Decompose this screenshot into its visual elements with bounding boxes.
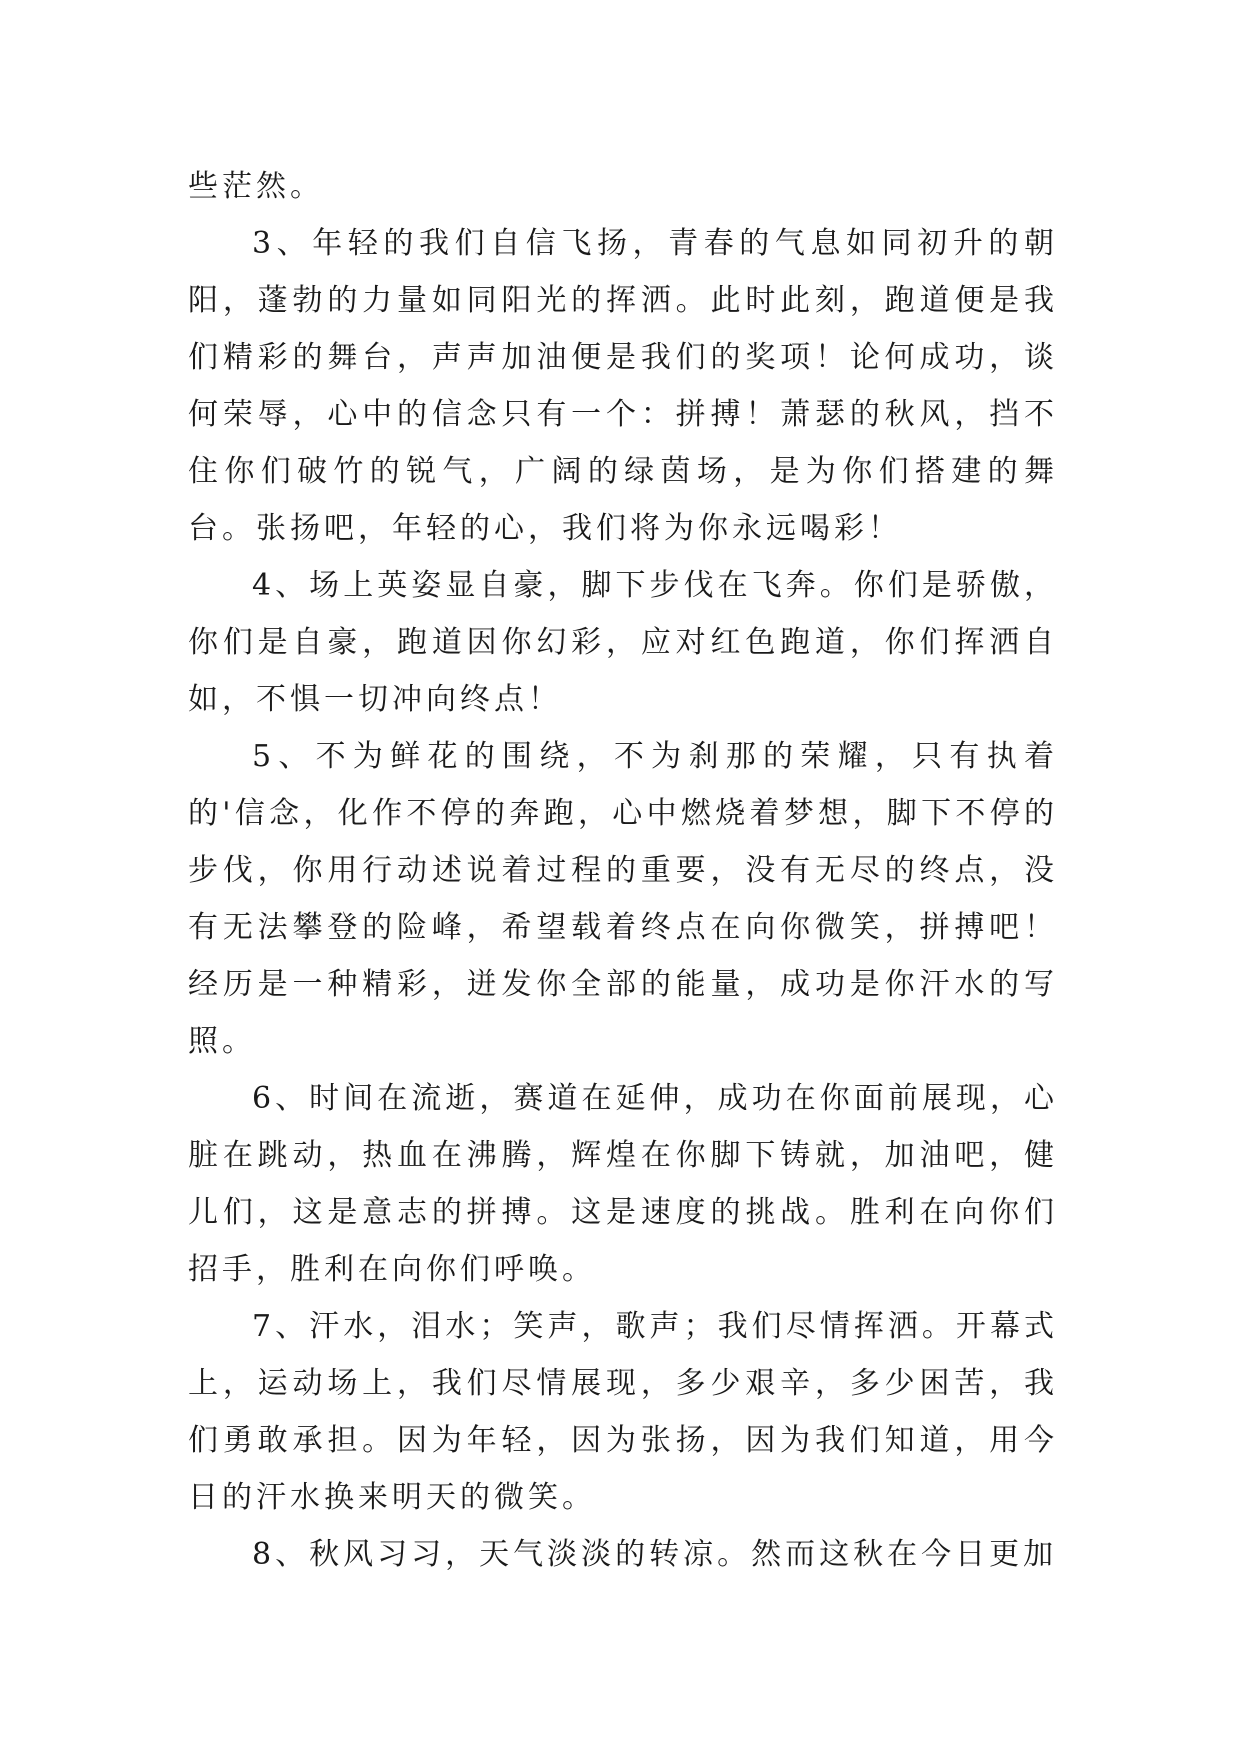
paragraph-item-8: 8、秋风习习，天气淡淡的转凉。然而这秋在今日更加	[252, 1537, 1058, 1572]
paragraph-item-6: 6、时间在流逝，赛道在延伸，成功在你面前展现，心脏在跳动，热血在沸腾，辉煌在你脚下铸就，加油吧，健儿们，这是意志的拼搏。这是速度的挑战。胜利在向你们招手，胜利在向你们呼唤。	[188, 1081, 1058, 1287]
paragraph-item-4: 4、场上英姿显自豪，脚下步伐在飞奔。你们是骄傲，你们是自豪，跑道因你幻彩，应对红色跑道，你们挥洒自如，不惧一切冲向终点！	[188, 568, 1058, 717]
paragraph-item-3: 3、年轻的我们自信飞扬，青春的气息如同初升的朝阳，蓬勃的力量如同阳光的挥洒。此时此刻，跑道便是我们精彩的舞台，声声加油便是我们的奖项！论何成功，谈何荣辱，心中的信念只有一个：拼搏！萧瑟的秋风，挡不住你们破竹的锐气，广阔的绿茵场，是为你们搭建的舞台。张扬吧，年轻的心，我们将为你永远喝彩！	[188, 226, 1058, 546]
paragraph-continuation: 些茫然。	[188, 169, 324, 204]
paragraph-item-5: 5、不为鲜花的围绕，不为刹那的荣耀，只有执着的'信念，化作不停的奔跑，心中燃烧着梦想，脚下不停的步伐，你用行动述说着过程的重要，没有无尽的终点，没有无法攀登的险峰，希望载着终点在向你微笑，拼搏吧！经历是一种精彩，迸发你全部的能量，成功是你汗水的写照。	[188, 739, 1058, 1059]
document-body	[188, 158, 1058, 1583]
paragraph-item-7: 7、汗水，泪水；笑声，歌声；我们尽情挥洒。开幕式上，运动场上，我们尽情展现，多少艰辛，多少困苦，我们勇敢承担。因为年轻，因为张扬，因为我们知道，用今日的汗水换来明天的微笑。	[188, 1309, 1058, 1515]
